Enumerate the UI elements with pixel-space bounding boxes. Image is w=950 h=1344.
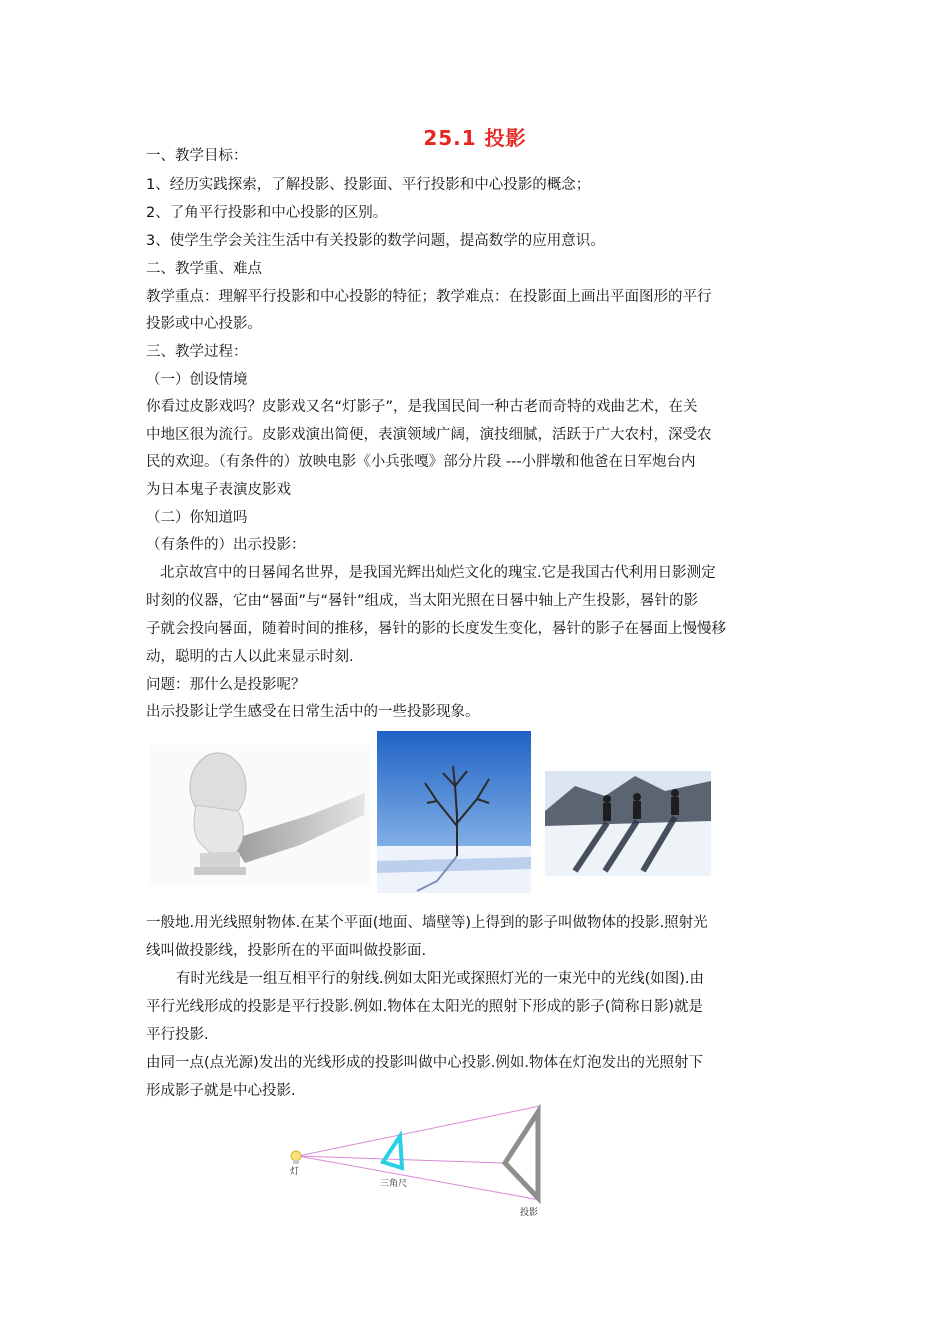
paragraph-line: 民的欢迎。（有条件的）放映电影《小兵张嘎》部分片段 ---小胖墩和他爸在日军炮台内: [146, 454, 696, 470]
lamp-icon: [291, 1151, 301, 1164]
paragraph-line: 中地区很为流行。皮影戏演出简便，表演领域广阔，演技细腻，活跃于广大农村，深受农: [146, 427, 712, 443]
paragraph-line: 形成影子就是中心投影.: [146, 1083, 296, 1099]
goal-item-2: 2、了角平行投影和中心投影的区别。: [146, 205, 388, 221]
paragraph-line: 出示投影让学生感受在日常生活中的一些投影现象。: [146, 704, 480, 720]
paragraph-line: 子就会投向晷面，随着时间的推移，晷针的影的长度发生变化，晷针的影子在晷面上慢慢移: [146, 621, 726, 637]
projection-triangle-icon: [505, 1112, 538, 1198]
bust-shadow-photo: [150, 745, 370, 885]
paragraph-line: 一般地.用光线照射物体.在某个平面(地面、墙壁等)上得到的影子叫做物体的投影.照射光: [146, 915, 708, 931]
paragraph-line: 动，聪明的古人以此来显示时刻.: [146, 649, 354, 665]
goal-item-3: 3、使学生学会关注生活中有关投影的数学问题，提高数学的应用意识。: [146, 233, 605, 249]
paragraph-line: 你看过皮影戏吗？皮影戏又名“灯影子”，是我国民间一种古老而奇特的戏曲艺术，在关: [146, 399, 698, 415]
paragraph-line: 线叫做投影线，投影所在的平面叫做投影面.: [146, 943, 427, 959]
section-heading-goals: 一、教学目标：: [146, 148, 248, 164]
light-rays: [298, 1106, 540, 1200]
tree-snow-photo: [377, 731, 531, 893]
projection-label: 投影: [520, 1208, 539, 1218]
page-title: 25.1 投影: [423, 126, 527, 150]
goal-item-1: 1、经历实践探索，了解投影、投影面、平行投影和中心投影的概念；: [146, 177, 591, 193]
key-points-text-cont: 投影或中心投影。: [146, 316, 262, 332]
paragraph-line: 平行光线形成的投影是平行投影.例如.物体在太阳光的照射下形成的影子(简称日影)就是: [146, 999, 704, 1015]
subsection-heading-scenario: （一）创设情境: [146, 372, 248, 388]
paragraph-line: 由同一点(点光源)发出的光线形成的投影叫做中心投影.例如.物体在灯泡发出的光照射下: [146, 1055, 704, 1071]
ruler-label: 三角尺: [380, 1179, 408, 1189]
paragraph-line: 时刻的仪器，它由“晷面”与“晷针”组成，当太阳光照在日晷中轴上产生投影，晷针的影: [146, 593, 699, 609]
section-heading-process: 三、教学过程：: [146, 344, 248, 360]
triangle-ruler-icon: [383, 1136, 402, 1168]
subsection-heading-did-you-know: （二）你知道吗: [146, 510, 248, 526]
section-heading-key-points: 二、教学重、难点: [146, 261, 262, 277]
paragraph-line: 有时光线是一组互相平行的射线.例如太阳光或探照灯光的一束光中的光线(如图).由: [176, 971, 705, 987]
key-points-text: 教学重点：理解平行投影和中心投影的特征；教学难点：在投影面上画出平面图形的平行: [146, 289, 712, 305]
lamp-label: 灯: [290, 1167, 300, 1177]
question-line: 问题：那什么是投影呢？: [146, 677, 306, 693]
central-projection-diagram: [280, 1100, 560, 1225]
paragraph-line: 为日本鬼子表演皮影戏: [146, 482, 291, 498]
paragraph-line: 平行投影.: [146, 1027, 209, 1043]
snow-walkers-photo: [545, 771, 711, 876]
paragraph-line: 北京故宫中的日晷闻名世界，是我国光辉出灿烂文化的瑰宝.它是我国古代利用日影测定: [160, 565, 716, 581]
paragraph-line: （有条件的）出示投影：: [146, 537, 306, 553]
